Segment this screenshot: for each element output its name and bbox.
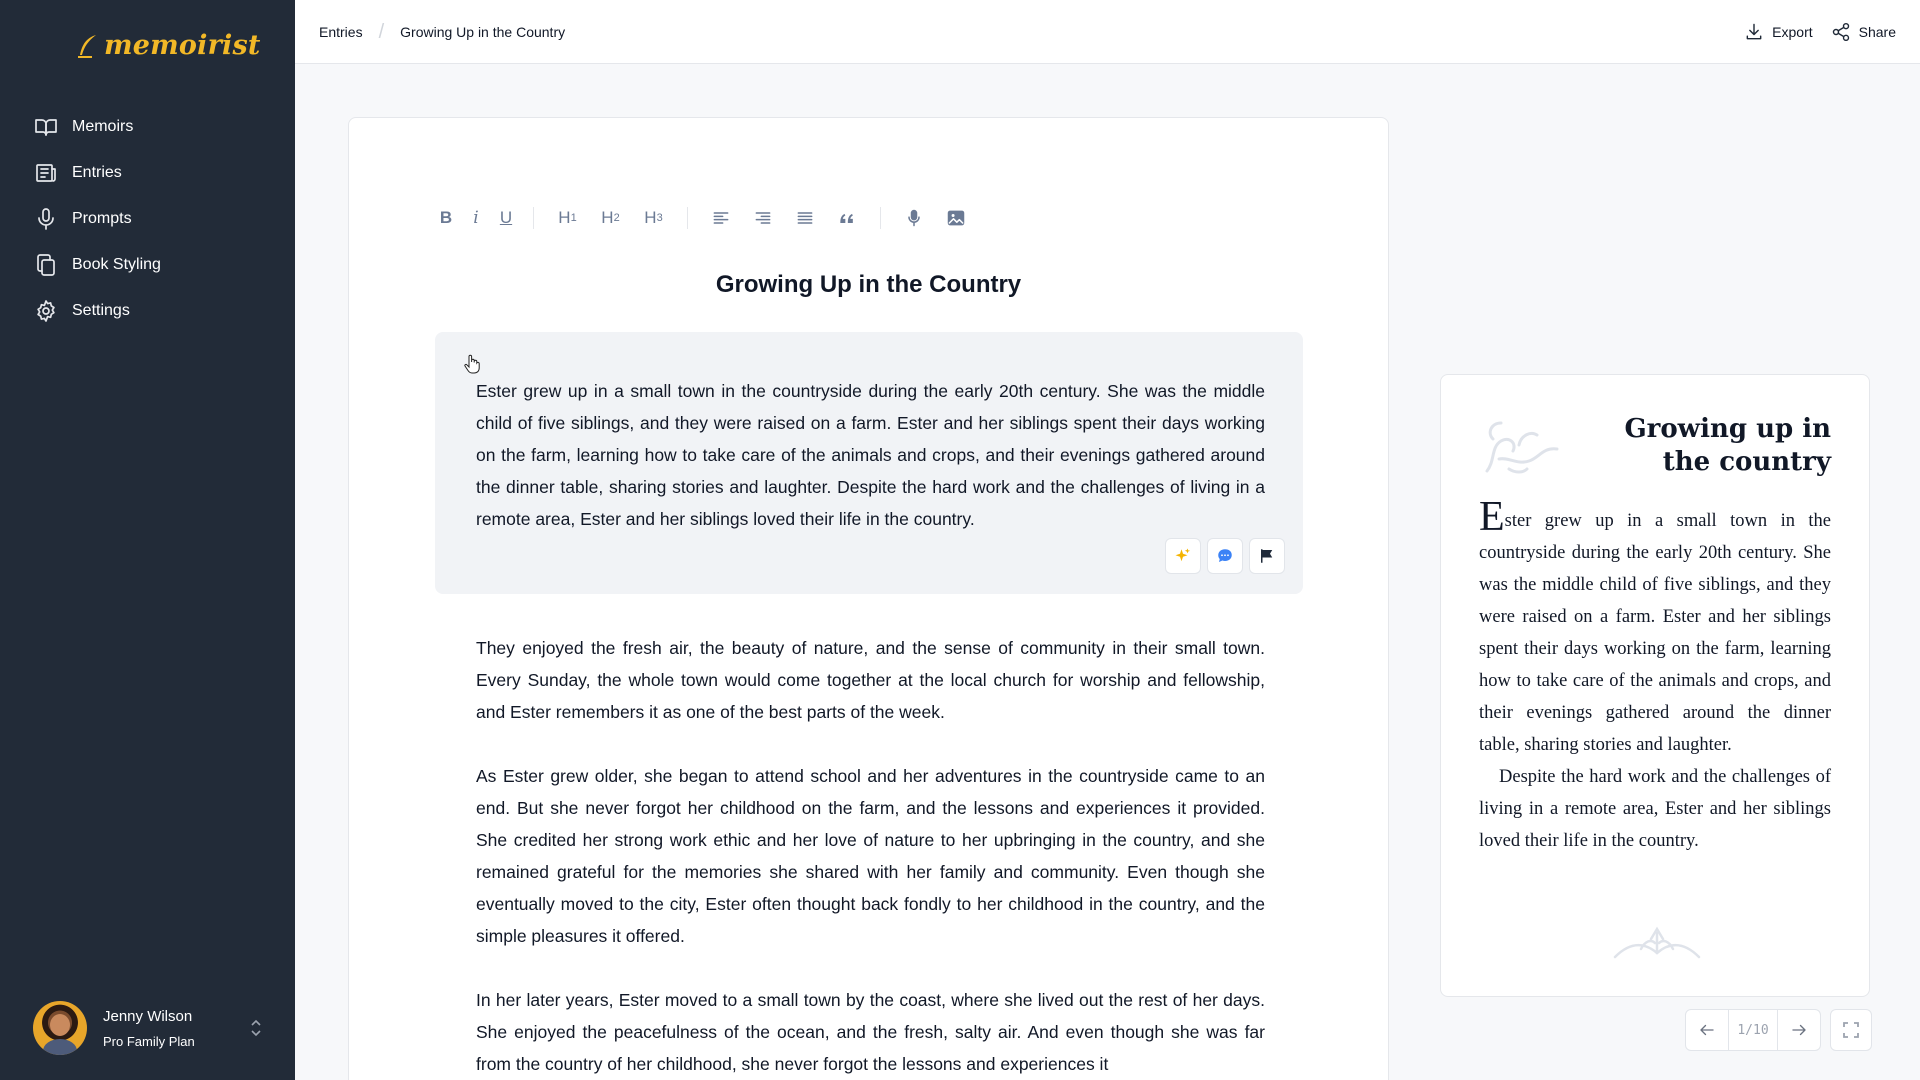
share-icon — [1831, 22, 1851, 42]
fullscreen-button[interactable] — [1830, 1009, 1872, 1051]
sidebar-item-label: Entries — [72, 164, 122, 181]
align-left-button[interactable] — [700, 203, 742, 233]
user-name: Jenny Wilson — [103, 1007, 193, 1025]
heading-3-button[interactable]: H 3 — [644, 208, 663, 227]
sparkles-icon — [1174, 547, 1192, 565]
sidebar-item-settings[interactable] — [34, 288, 161, 334]
formatting-toolbar — [431, 188, 977, 248]
export-label: Export — [1772, 24, 1813, 40]
arrow-right-icon — [1790, 1021, 1808, 1039]
comment-button[interactable] — [1207, 538, 1243, 574]
book-preview-page — [1440, 374, 1870, 997]
sidebar-item-book-styling[interactable] — [34, 242, 161, 288]
preview-body — [1479, 494, 1831, 857]
align-justify-icon — [795, 208, 815, 228]
page-pager — [1685, 1009, 1821, 1051]
chat-bubble-icon — [1216, 547, 1234, 565]
breadcrumb-current: Growing Up in the Country — [400, 24, 566, 40]
sidebar-item-memoirs[interactable] — [34, 104, 161, 150]
voice-record-button[interactable] — [893, 203, 935, 233]
sidebar-item-prompts[interactable] — [34, 196, 161, 242]
paragraph[interactable]: They enjoyed the fresh air, the beauty of nature, and the sense of community in their small town. Every Sunday, the whole town would come together at the local church for worship and fellowship, and Ester remembers it as one of the best parts of the week. — [476, 638, 1265, 722]
preview-paragraph: ster grew up in a small town in the countryside during the early 20th century. She was the middle child of five siblings, and they were raised on a farm. Ester and her siblings spent their days working on the farm, learning how to take care of the animals and crops, and their evenings gathered around the dinner table, sharing stories and laughter. — [1479, 511, 1831, 755]
sidebar-nav — [34, 104, 161, 334]
sidebar-item-label: Prompts — [72, 210, 132, 227]
book-open-icon — [34, 115, 58, 139]
ornament-divider-icon — [1611, 925, 1703, 963]
italic-button[interactable]: i — [473, 208, 479, 228]
flag-icon — [1258, 547, 1276, 565]
next-page-button[interactable] — [1778, 1010, 1820, 1050]
user-plan: Pro Family Plan — [103, 1033, 195, 1049]
align-right-icon — [753, 208, 773, 228]
breadcrumb-separator: / — [378, 20, 385, 43]
preview-title: Growing up in the country — [1624, 414, 1831, 477]
block-actions — [1165, 538, 1285, 574]
breadcrumb-entries[interactable]: Entries — [319, 24, 363, 40]
underline-button[interactable]: U — [499, 208, 513, 227]
flag-button[interactable] — [1249, 538, 1285, 574]
previous-page-button[interactable] — [1686, 1010, 1728, 1050]
toolbar-divider — [880, 207, 881, 229]
breadcrumb — [319, 0, 565, 64]
insert-image-button[interactable] — [935, 203, 977, 233]
paragraph[interactable]: Ester grew up in a small town in the countryside during the early 20th century. She was the middle child of five siblings, and they were raised on a farm. Ester and her siblings spent their days working on the farm, learning how to take care of the animals and crops, and their evenings gathered around the dinner table, sharing stories and laughter. Despite the hard work and the challenges of living in a remote area, Ester and her siblings loved their life in the country. — [476, 381, 1265, 529]
microphone-icon — [904, 208, 924, 228]
editor-card — [348, 117, 1389, 1080]
bold-button[interactable]: B — [439, 208, 453, 227]
newspaper-icon — [34, 161, 58, 185]
hand-cursor-icon — [463, 354, 481, 374]
selected-paragraph-block[interactable] — [435, 332, 1303, 594]
image-icon — [946, 208, 966, 228]
microphone-icon — [34, 207, 58, 231]
quote-icon — [837, 208, 857, 228]
brand-name: memoirist — [104, 30, 261, 61]
top-bar — [295, 0, 1920, 64]
arrow-left-icon — [1698, 1021, 1716, 1039]
paragraph[interactable]: As Ester grew older, she began to attend school and her adventures in the countryside came to an end. But she never forgot her childhood on the farm, and the lessons and experiences it provided. She credited her strong work ethic and her love of nature to her upbringing in the country, and she remained grateful for the memories she shared with her family and community. Even though she eventually moved to the city, Ester often thought back fondly to her childhood in the country, and the simple pleasures it offered. — [476, 766, 1265, 946]
share-label: Share — [1858, 24, 1896, 40]
expand-icon — [1843, 1022, 1859, 1038]
page-indicator: 1/10 — [1728, 1010, 1778, 1050]
toolbar-divider — [687, 207, 688, 229]
user-menu[interactable] — [33, 1001, 263, 1055]
heading-2-button[interactable]: H 2 — [601, 208, 620, 227]
copy-pages-icon — [34, 253, 58, 277]
heading-1-button[interactable]: H 1 — [558, 208, 577, 227]
floral-ornament-icon — [1479, 415, 1565, 477]
preview-paragraph: Despite the hard work and the challenges of living in a remote area, Ester and her siblings loved their life in the country. — [1479, 767, 1831, 851]
paragraph[interactable]: In her later years, Ester moved to a small town by the coast, where she lived out the rest of her days. She enjoyed the peacefulness of the ocean, and the fresh, salty air. And even though she was far from the country of her childhood, she never forgot the lessons and experiences it — [476, 990, 1265, 1074]
justify-button[interactable] — [784, 203, 826, 233]
app-logo[interactable] — [76, 30, 261, 61]
align-right-button[interactable] — [742, 203, 784, 233]
quill-icon — [76, 33, 98, 59]
download-icon — [1744, 22, 1764, 42]
chevron-up-down-icon — [249, 1017, 263, 1039]
share-button[interactable] — [1831, 22, 1896, 42]
export-button[interactable] — [1744, 22, 1812, 42]
drop-cap: E — [1479, 494, 1505, 540]
sidebar-item-label: Book Styling — [72, 256, 161, 273]
gear-icon — [34, 299, 58, 323]
sidebar — [0, 0, 295, 1080]
quote-button[interactable] — [826, 203, 868, 233]
align-left-icon — [711, 208, 731, 228]
toolbar-divider — [533, 207, 534, 229]
avatar — [33, 1001, 87, 1055]
sidebar-item-label: Memoirs — [72, 118, 134, 135]
sidebar-item-label: Settings — [72, 302, 130, 319]
sidebar-item-entries[interactable] — [34, 150, 161, 196]
entry-title[interactable]: Growing Up in the Country — [715, 271, 1022, 298]
ai-enhance-button[interactable] — [1165, 538, 1201, 574]
